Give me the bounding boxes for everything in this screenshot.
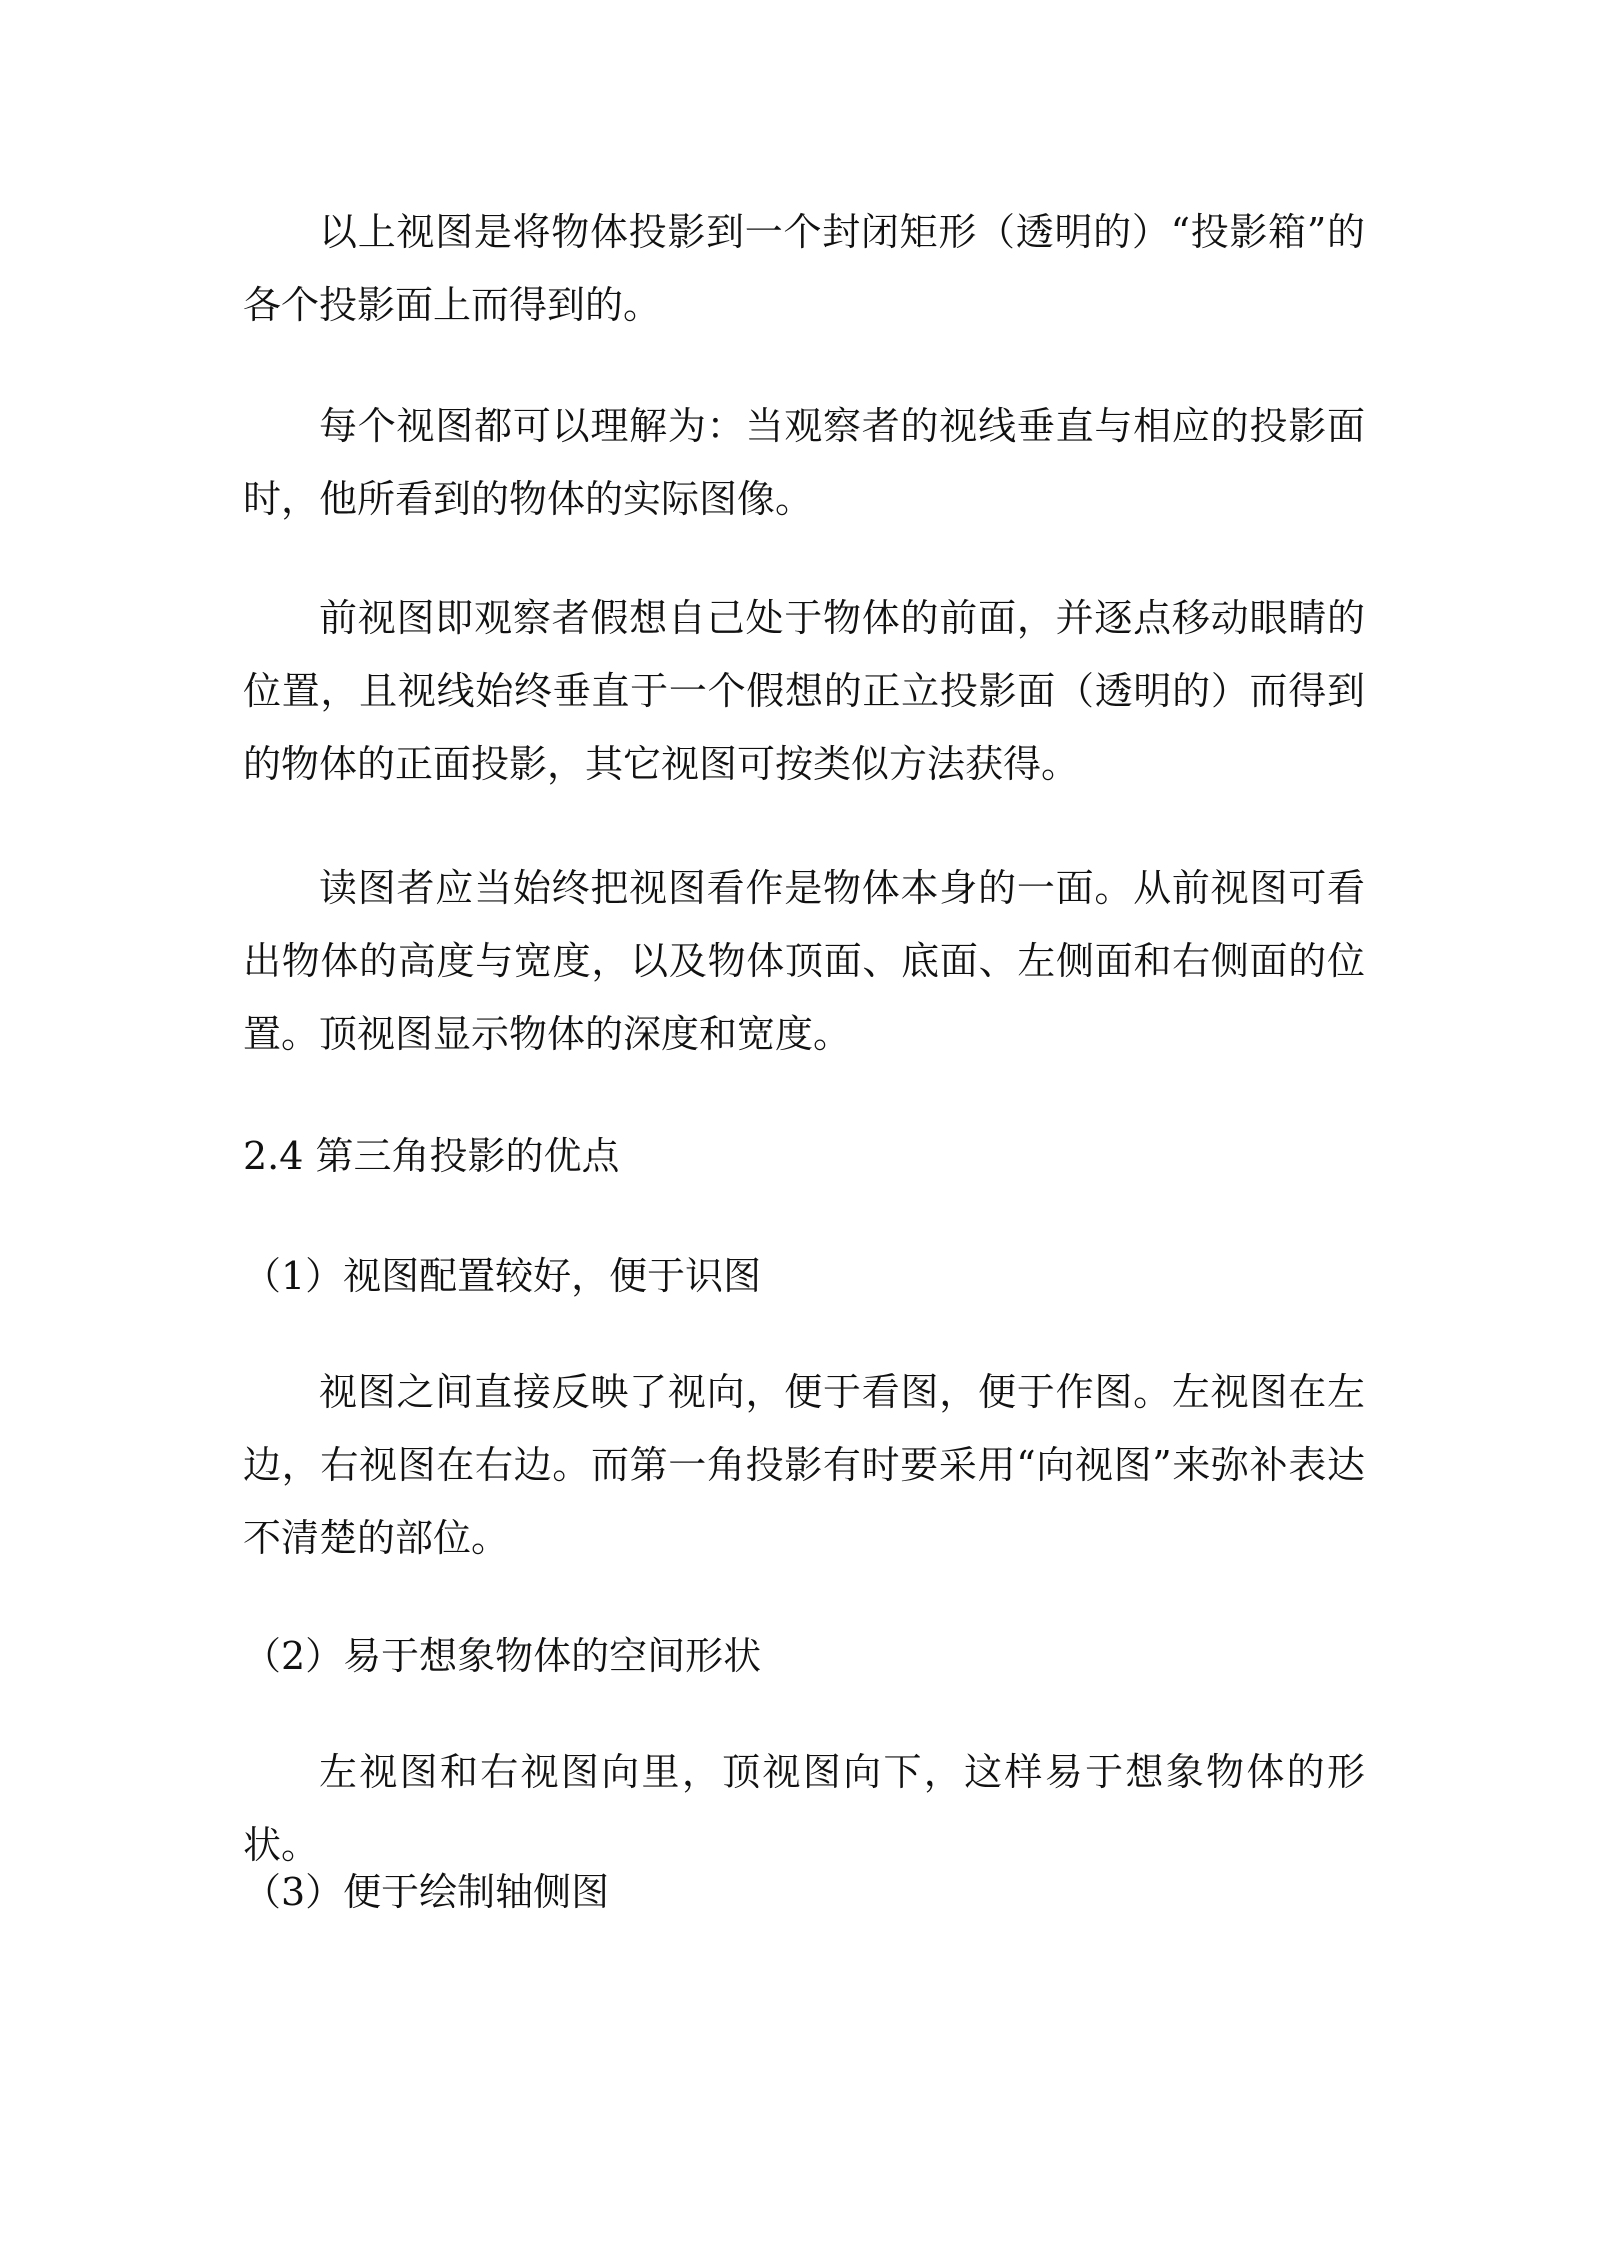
paragraph-spatial-shape: 左视图和右视图向里，顶视图向下，这样易于想象物体的形状。 bbox=[243, 1750, 1365, 1867]
paragraph-projection-box: 以上视图是将物体投影到一个封闭矩形（透明的）“投影箱”的各个投影面上而得到的。 bbox=[243, 210, 1365, 327]
item-2-heading: （2）易于想象物体的空间形状 bbox=[243, 1634, 762, 1678]
paragraph-view-definition: 每个视图都可以理解为：当观察者的视线垂直与相应的投影面时，他所看到的物体的实际图像。 bbox=[243, 404, 1365, 521]
item-3-heading: （3）便于绘制轴侧图 bbox=[243, 1870, 610, 1914]
section-heading: 2.4 第三角投影的优点 bbox=[243, 1134, 620, 1178]
paragraph-front-view: 前视图即观察者假想自己处于物体的前面，并逐点移动眼睛的位置，且视线始终垂直于一个假想的正立投影面（透明的）而得到的物体的正面投影，其它视图可按类似方法获得。 bbox=[243, 596, 1365, 786]
paragraph-view-layout: 视图之间直接反映了视向，便于看图，便于作图。左视图在左边，右视图在右边。而第一角投影有时要采用“向视图”来弥补表达不清楚的部位。 bbox=[243, 1370, 1365, 1560]
paragraph-reading-views: 读图者应当始终把视图看作是物体本身的一面。从前视图可看出物体的高度与宽度，以及物体顶面、底面、左侧面和右侧面的位置。顶视图显示物体的深度和宽度。 bbox=[243, 866, 1365, 1056]
item-1-heading: （1）视图配置较好，便于识图 bbox=[243, 1254, 762, 1298]
